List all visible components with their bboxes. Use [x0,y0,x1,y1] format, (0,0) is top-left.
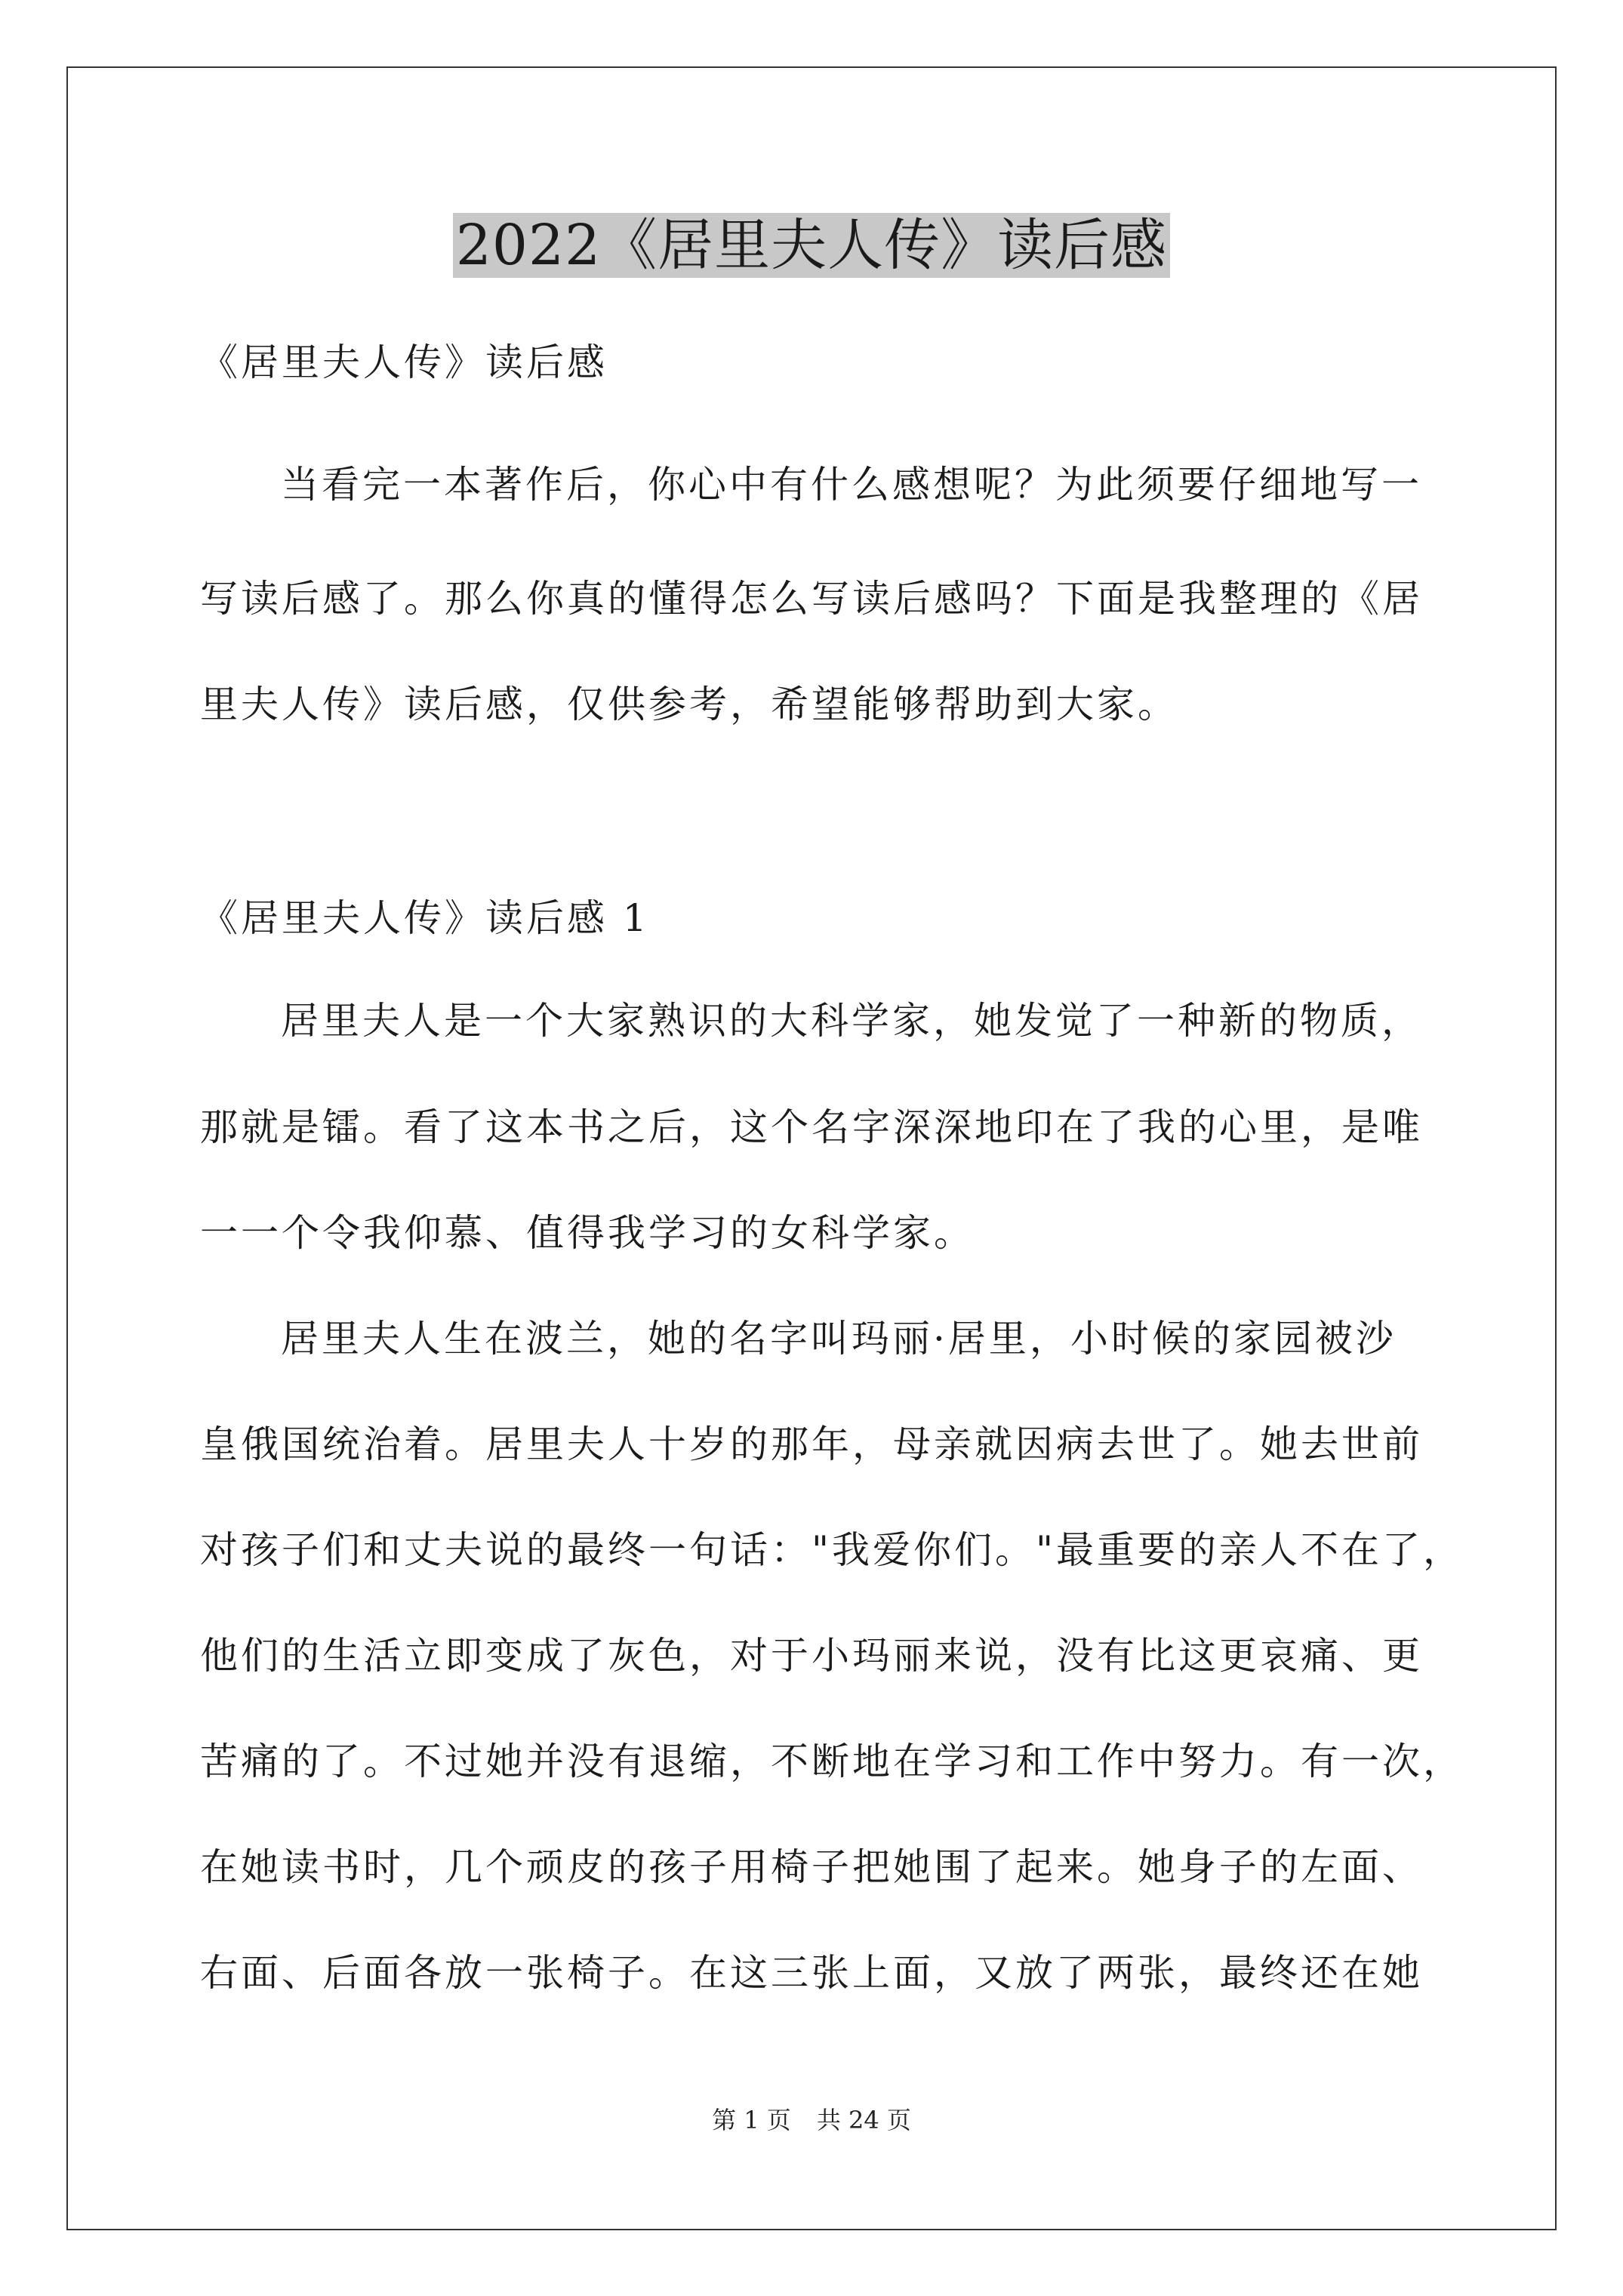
paragraph-2-line-2: 皇俄国统治着。居里夫人十岁的那年，母亲就因病去世了。她去世前 [200,1422,1423,1466]
paragraph-2-line-6: 在她读书时，几个顽皮的孩子用椅子把她围了起来。她身子的左面、 [200,1845,1423,1889]
intro-paragraph-line-3: 里夫人传》读后感，仅供参考，希望能够帮助到大家。 [200,683,1178,726]
intro-paragraph-line-1: 当看完一本著作后，你心中有什么感想呢？为此须要仔细地写一 [281,463,1422,507]
title-text: 2022《居里夫人传》读后感 [453,213,1170,278]
paragraph-2-line-1: 居里夫人生在波兰，她的名字叫玛丽·居里，小时候的家园被沙 [281,1317,1397,1361]
page-number: 第 1 页 [712,2106,791,2134]
paragraph-1-line-1: 居里夫人是一个大家熟识的大科学家，她发觉了一种新的物质， [281,999,1422,1043]
section-heading-1: 《居里夫人传》读后感 1 [200,896,650,940]
paragraph-2-line-7: 右面、后面各放一张椅子。在这三张上面，又放了两张，最终还在她 [200,1951,1423,1995]
paragraph-2-line-4: 他们的生活立即变成了灰色，对于小玛丽来说，没有比这更哀痛、更 [200,1634,1423,1678]
paragraph-2-line-3: 对孩子们和丈夫说的最终一句话："我爱你们。"最重要的亲人不在了， [200,1528,1464,1572]
page-footer [0,2103,1623,2137]
intro-paragraph-line-2: 写读后感了。那么你真的懂得怎么写读后感吗？下面是我整理的《居 [200,577,1423,621]
paragraph-2-line-5: 苦痛的了。不过她并没有退缩，不断地在学习和工作中努力。有一次， [200,1740,1464,1783]
paragraph-1-line-2: 那就是镭。看了这本书之后，这个名字深深地印在了我的心里，是唯 [200,1105,1423,1149]
paragraph-1-line-3: 一一个令我仰慕、值得我学习的女科学家。 [200,1211,975,1255]
page-total: 共 24 页 [816,2106,911,2134]
document-title [0,204,1623,287]
subtitle-heading: 《居里夫人传》读后感 [200,341,608,384]
